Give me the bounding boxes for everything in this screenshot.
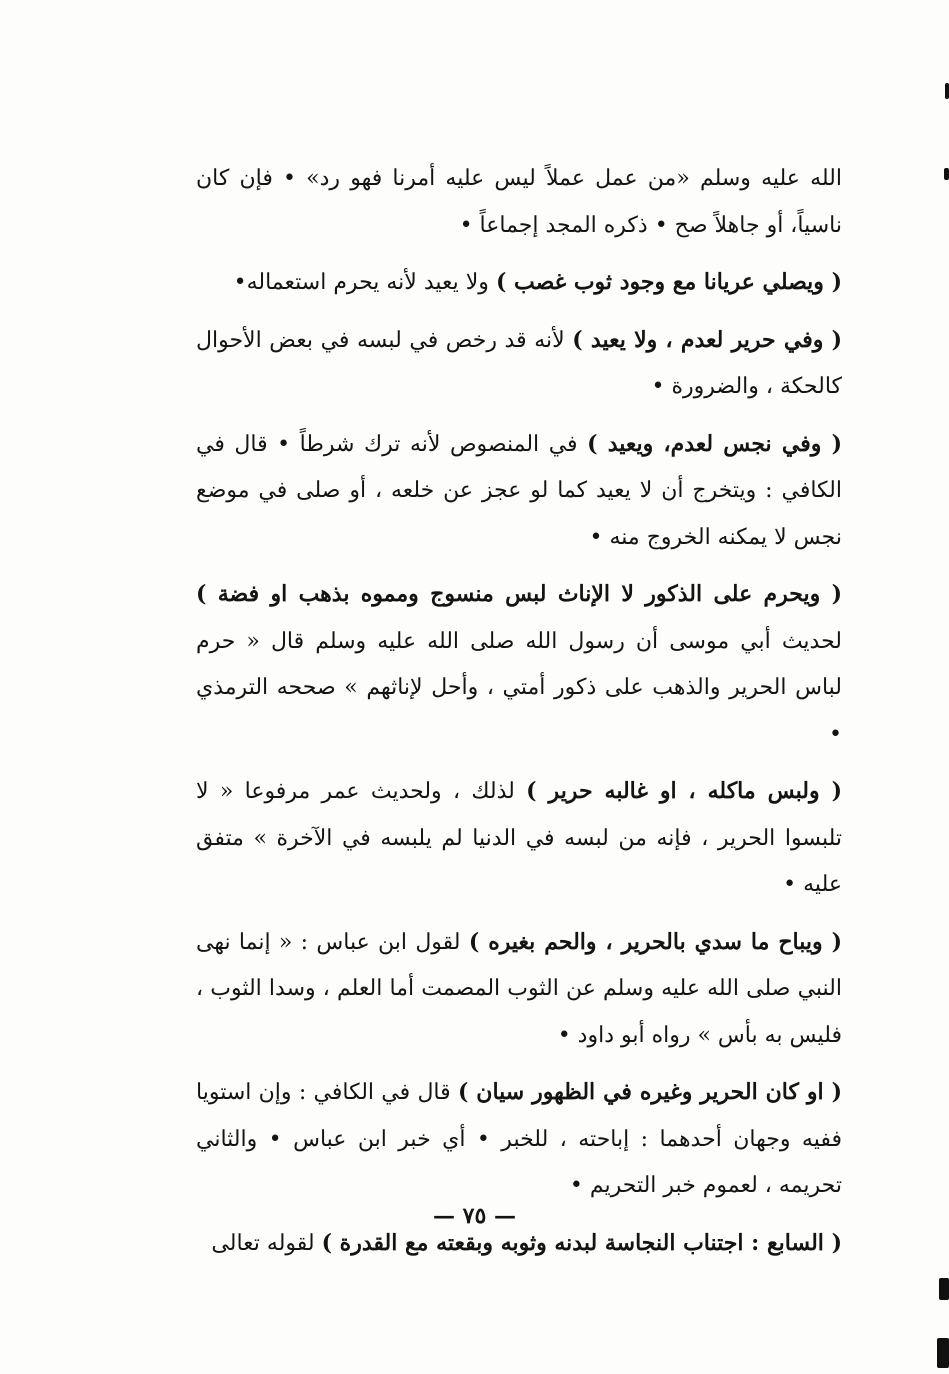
paragraph-8 [196,1069,842,1210]
paragraph-5-heading: ( ويحرم على الذكور لا الإناث لبس منسوج ومموه بذهب او فضة ) [196,581,842,607]
paragraph-4 [196,421,842,562]
paragraph-6-text: لذلك ، ولحديث عمر مرفوعا « لا تلبسوا الحرير ، فإنه من لبسه في الدنيا لم يلبسه في الآخرة » متفق عليه • [196,779,842,897]
paragraph-7-heading: ( ويباح ما سدي بالحرير ، والحم بغيره ) [468,928,843,955]
scan-edge-mark [939,1278,949,1300]
paragraph-5 [196,571,842,758]
paragraph-4-text: في المنصوص لأنه ترك شرطاً • قال في الكافي : ويتخرج أن لا يعيد كما لو عجز عن خلعه ، أو صلى في موضع نجس لا يمكنه الخروج منه • [196,431,842,550]
paragraph-8-heading: ( او كان الحرير وغيره في الظهور سيان ) [457,1079,842,1105]
paragraph-2-text: ولا يعيد لأنه يحرم استعماله• [233,270,489,295]
page-number: — ٧٥ — [433,1203,516,1229]
text-body [196,155,842,1277]
paragraph-9-heading: ( السابع : اجتناب النجاسة لبدنه وثوبه وبقعته مع القدرة ) [321,1229,842,1256]
paragraph-8-text: قال في الكافي : وإن استويا ففيه وجهان أحدهما : إباحته ، للخبر • أي خبر ابن عباس • والثاني تحريمه ، لعموم خبر التحريم • [196,1080,842,1198]
paragraph-4-heading: ( وفي نجس لعدم، ويعيد ) [587,430,842,457]
paragraph-2 [196,259,842,307]
paragraph-7 [196,919,842,1060]
paragraph-6 [196,768,842,909]
paragraph-3-text: لأنه قد رخص في لبسه في بعض الأحوال كالحكة ، والضرورة • [196,327,842,399]
paragraph-1 [196,155,842,249]
paragraph-3 [196,317,842,411]
paragraph-9-text: لقوله تعالى [211,1230,315,1256]
paragraph-6-heading: ( ولبس ماكله ، او غالبه حرير ) [526,778,843,804]
paragraph-1-text: الله عليه وسلم «من عمل عملاً ليس عليه أمرنا فهو رد» • فإن كان ناسياً، أو جاهلاً صح • ذكره المجد إجماعاً • [196,166,842,238]
paragraph-2-heading: ( ويصلي عريانا مع وجود ثوب غصب ) [495,269,842,295]
scan-edge-mark [944,168,949,180]
scan-edge-mark [945,83,949,99]
paragraph-5-text: لحديث أبي موسى أن رسول الله صلى الله عليه وسلم قال « حرم لباس الحرير والذهب على ذكور أمتي ، وأحل لإناثهم » صححه الترمذي • [196,628,842,747]
paragraph-7-text: لقول ابن عباس : « إنما نهى النبي صلى الله عليه وسلم عن الثوب المصمت أما العلم ، وسدا الثوب ، فليس به بأس » رواه أبو داود • [196,929,842,1048]
scan-edge-mark [937,1338,949,1368]
paragraph-3-heading: ( وفي حرير لعدم ، ولا يعيد ) [572,326,842,353]
